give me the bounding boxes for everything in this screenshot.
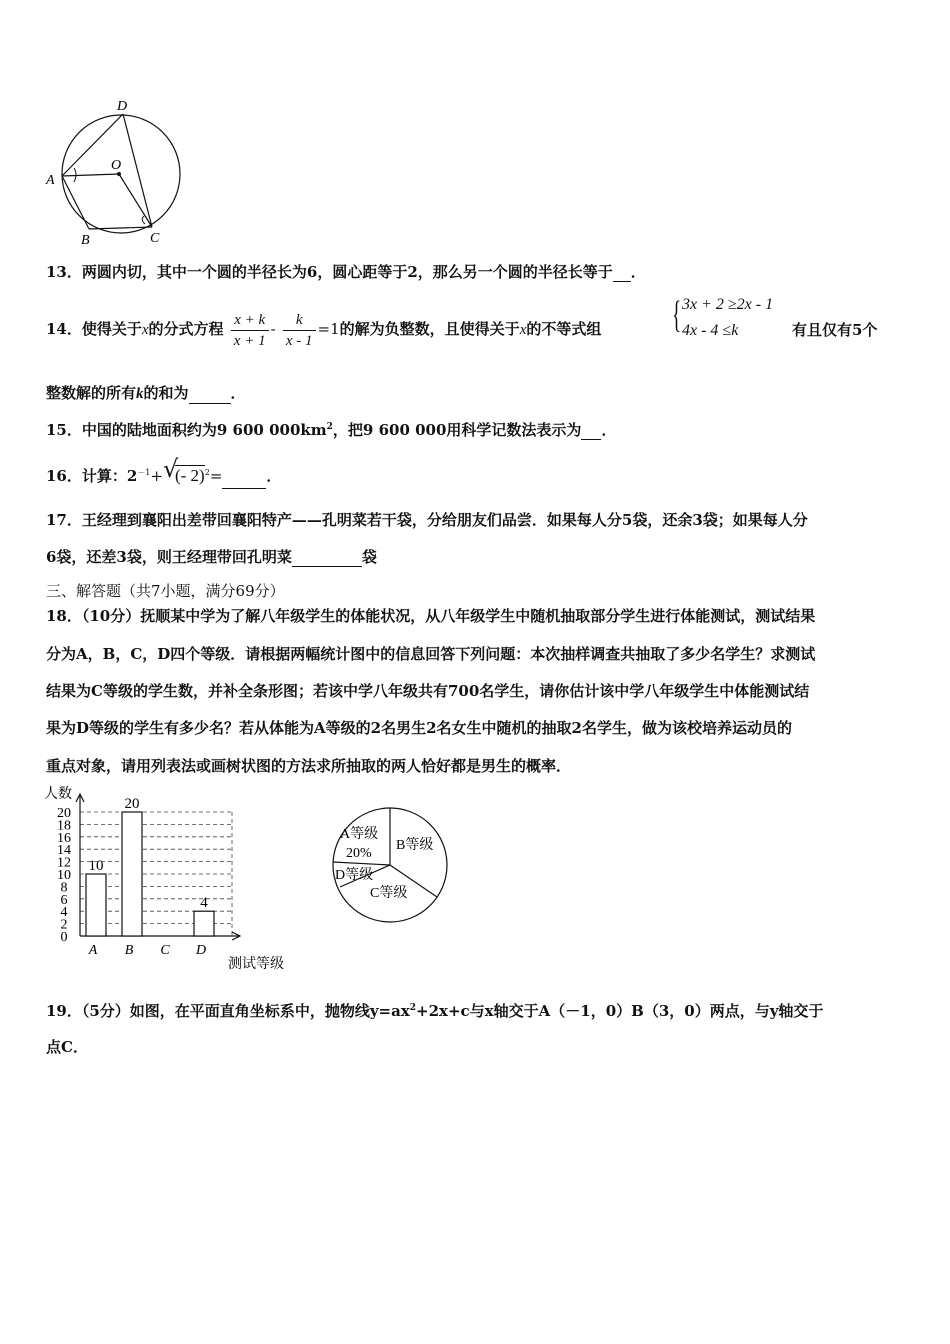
question-18-line5: 重点对象，请用列表法或画树状图的方法求所抽取的两人恰好都是男生的概率． <box>46 757 572 775</box>
q15-sup: 2 <box>326 422 333 432</box>
q14-frac1-num: x + k <box>231 310 269 331</box>
question-17-line2 <box>46 547 377 567</box>
q13-blank <box>613 267 631 282</box>
question-18-line2: 分为A，B，C，D四个等级．请根据两幅统计图中的信息回答下列问题：本次抽样调查共抽取了多少名学生？求测试 <box>46 645 816 663</box>
x-tick-label-A: A <box>88 943 98 958</box>
q13-end: ． <box>630 263 646 281</box>
y-tick-label: 18 <box>57 818 71 834</box>
q13-text: 13．两圆内切，其中一个圆的半径长为6，圆心距等于2，那么另一个圆的半径长等于 <box>46 263 613 281</box>
q15-end: ． <box>601 421 617 439</box>
q16-radicand-exp: 2 <box>204 468 210 477</box>
x-tick-label-B: B <box>124 943 134 958</box>
label-B: B <box>81 233 90 248</box>
q14-prefix: 14．使得关于 <box>46 320 142 338</box>
x-tick-label-D: D <box>195 943 207 958</box>
q17-line2-b: 袋 <box>361 548 377 566</box>
q14-frac2-num: k <box>283 310 316 331</box>
circle-figure <box>44 96 194 248</box>
q14-line2-b: 的和为 <box>143 384 189 402</box>
q14-fraction-2 <box>283 310 316 351</box>
segment-AB <box>62 176 89 229</box>
bar-B <box>122 812 142 936</box>
q14-frac1-den: x + 1 <box>233 332 266 349</box>
bar-D <box>194 911 214 936</box>
pie-label-b: B等级 <box>396 838 434 853</box>
q15-blank <box>581 425 601 440</box>
question-14 <box>46 306 601 352</box>
angle-arc-C <box>142 216 145 224</box>
q19-sup: 2 <box>409 1003 417 1013</box>
question-18-line3: 结果为C等级的学生数，并补全条形图；若该中学八年级共有700名学生，请你估计该中学八年级学生中体能测试结 <box>46 682 810 700</box>
pie-chart <box>326 802 456 932</box>
q16-end: ． <box>266 467 282 485</box>
data-label-D: 4 <box>200 895 208 912</box>
segment-DC <box>123 114 152 227</box>
y-tick-label: 2 <box>60 917 68 933</box>
q16-radical-sign: √ <box>162 455 179 483</box>
label-C: C <box>150 231 160 246</box>
question-19-line1 <box>46 998 823 1021</box>
question-15 <box>46 417 616 440</box>
q17-blank <box>292 552 362 567</box>
question-16 <box>46 455 282 489</box>
q14-mid2: 的解为负整数，且使得关于 <box>339 320 520 338</box>
y-tick-label: 6 <box>60 892 68 908</box>
y-tick-label: 16 <box>57 830 71 846</box>
q14-equals: =1 <box>317 320 340 338</box>
data-label-B: 20 <box>124 796 140 812</box>
bar-chart-ylabel: 人数 <box>44 787 72 802</box>
segment-OC <box>119 174 152 227</box>
q16-prefix: 16．计算：2 <box>46 467 138 485</box>
bar-A <box>86 874 106 936</box>
q16-exp: －1 <box>137 468 151 477</box>
q19-line1-b: +2x+c与x轴交于A（－1，0）B（3，0）两点，与y轴交于 <box>416 1002 824 1020</box>
pie-label-a: A等级 <box>340 827 379 842</box>
q14-brace: { <box>672 294 682 336</box>
q14-line2-end: ． <box>230 384 246 402</box>
y-tick-label: 4 <box>60 905 68 921</box>
question-18-line1: 18．（10分）抚顺某中学为了解八年级学生的体能状况，从八年级学生中随机抽取部分学生进行体能测试，测试结果 <box>46 607 816 625</box>
y-tick-label: 12 <box>57 855 71 871</box>
q14-blank <box>189 389 231 404</box>
y-tick-label: 8 <box>60 880 68 896</box>
q16-sqrt <box>162 455 210 489</box>
y-tick-label: 0 <box>60 930 68 945</box>
y-tick-label: 14 <box>57 843 71 859</box>
q16-equals: = <box>209 467 223 485</box>
question-17-line1 <box>46 510 808 530</box>
q16-blank <box>222 474 266 489</box>
data-label-A: 10 <box>88 858 104 874</box>
y-tick-label: 10 <box>57 868 71 883</box>
q14-frac2-den: x - 1 <box>285 332 313 349</box>
q17-line1: 17．王经理到襄阳出差带回襄阳特产——孔明菜若干袋，分给朋友们品尝．如果每人分5袋，还余3袋；如果每人分 <box>46 511 808 529</box>
segment-AO <box>62 174 119 176</box>
pie-label-c: C等级 <box>370 886 408 901</box>
label-D: D <box>117 99 128 114</box>
q16-radicand: (- 2) <box>174 466 205 485</box>
q14-fraction-1 <box>231 310 269 351</box>
q14-var-x: x <box>141 322 149 338</box>
q14-ineq-2: 4x - 4 ≤k <box>682 322 739 339</box>
q14-mid1: 的分式方程 <box>148 320 224 338</box>
question-13 <box>46 262 646 282</box>
q14-inequality-system <box>672 296 792 346</box>
q19-line1-a: 19．（5分）如图，在平面直角坐标系中，抛物线y=ax <box>46 1002 410 1020</box>
pie-label-a-percent: 20% <box>346 846 372 861</box>
pie-label-d: D等级 <box>335 868 374 883</box>
q14-var-k: k <box>136 386 144 402</box>
y-tick-label: 20 <box>57 806 71 821</box>
x-tick-label-C: C <box>160 943 170 958</box>
q16-plus: + <box>150 467 163 485</box>
q15-text2: ，把9 600 000用科学记数法表示为 <box>332 421 582 439</box>
q14-var-x-2: x <box>519 322 527 338</box>
q14-suffix-text: 有且仅有5个 <box>792 321 878 339</box>
q14-suffix <box>792 320 877 340</box>
label-O: O <box>111 158 122 173</box>
question-14-line2 <box>46 383 246 404</box>
q14-line2-a: 整数解的所有 <box>46 384 137 402</box>
q14-ineq-1: 3x + 2 ≥2x - 1 <box>682 296 774 313</box>
q15-text: 15．中国的陆地面积约为9 600 000km <box>46 421 327 439</box>
q14-minus: - <box>270 320 276 338</box>
question-19-line2: 点C． <box>46 1038 88 1056</box>
bar-chart-xlabel: 测试等级 <box>228 957 284 972</box>
q14-mid3: 的不等式组 <box>526 320 602 338</box>
pie-divider-da <box>333 862 390 865</box>
bar-chart <box>40 782 310 974</box>
question-18-line4: 果为D等级的学生有多少名？若从体能为A等级的2名男生2名女生中随机的抽取2名学生，做为该校培养运动员的 <box>46 719 792 737</box>
label-A: A <box>46 173 55 188</box>
q17-line2-a: 6袋，还差3袋，则王经理带回孔明菜 <box>46 548 292 566</box>
section-3-heading: 三、解答题（共7小题，满分69分） <box>46 582 285 600</box>
